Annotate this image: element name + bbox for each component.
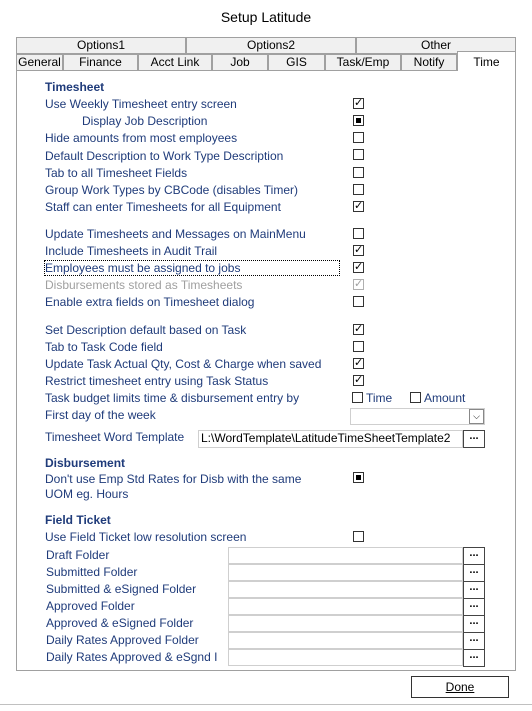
default-description-label: Default Description to Work Type Description — [45, 149, 284, 163]
word-template-input[interactable]: L:\WordTemplate\LatitudeTimeSheetTemplate2 — [198, 430, 463, 448]
approved-folder-browse-button[interactable]: ... — [463, 598, 485, 616]
tab-row-bottom — [16, 54, 516, 72]
approved-folder-label: Approved Folder — [46, 599, 135, 613]
tab-row-top — [16, 37, 516, 55]
group-work-types-checkbox[interactable] — [353, 184, 364, 195]
daily-rates-folder-label: Daily Rates Approved Folder — [46, 633, 199, 647]
disbursements-stored-label: Disbursements stored as Timesheets — [45, 278, 243, 292]
field-ticket-heading: Field Ticket — [45, 513, 111, 527]
tab-other[interactable]: Other — [356, 37, 516, 54]
disbursements-stored-checkbox[interactable] — [353, 279, 364, 290]
update-messages-checkbox[interactable] — [353, 228, 364, 239]
employees-assigned-checkbox[interactable] — [353, 262, 364, 273]
budget-amount-checkbox[interactable] — [410, 392, 421, 403]
tab-time[interactable]: Time — [457, 51, 516, 71]
daily-rates-esigned-folder-browse-button[interactable]: ... — [463, 649, 485, 667]
submitted-esigned-folder-input[interactable] — [228, 581, 463, 598]
update-task-actual-label: Update Task Actual Qty, Cost & Charge when saved — [45, 357, 322, 371]
set-description-task-checkbox[interactable] — [353, 324, 364, 335]
daily-rates-folder-input[interactable] — [228, 632, 463, 649]
tab-task-code-checkbox[interactable] — [353, 341, 364, 352]
extra-fields-checkbox[interactable] — [353, 296, 364, 307]
set-description-task-label: Set Description default based on Task — [45, 323, 247, 337]
submitted-esigned-folder-label: Submitted & eSigned Folder — [46, 582, 197, 596]
group-work-types-label: Group Work Types by CBCode (disables Timer) — [45, 183, 298, 197]
budget-amount-label: Amount — [424, 391, 466, 405]
bottom-divider — [0, 704, 532, 705]
employees-assigned-label: Employees must be assigned to jobs — [45, 261, 339, 275]
hide-amounts-checkbox[interactable] — [353, 132, 364, 143]
timesheet-heading: Timesheet — [45, 80, 105, 94]
approved-esigned-folder-browse-button[interactable]: ... — [463, 615, 485, 633]
submitted-folder-label: Submitted Folder — [46, 565, 138, 579]
chevron-down-icon[interactable]: ⌵ — [469, 409, 484, 424]
done-button[interactable] — [411, 676, 509, 698]
tab-general[interactable]: General — [16, 54, 63, 71]
word-template-label: Timesheet Word Template — [45, 430, 185, 444]
display-job-label: Display Job Description — [82, 114, 208, 128]
restrict-status-checkbox[interactable] — [353, 375, 364, 386]
extra-fields-label: Enable extra fields on Timesheet dialog — [45, 295, 255, 309]
daily-rates-folder-browse-button[interactable]: ... — [463, 632, 485, 650]
emp-std-rates-label-line2: UOM eg. Hours — [45, 487, 129, 501]
submitted-folder-browse-button[interactable]: ... — [463, 564, 485, 582]
tab-finance[interactable]: Finance — [63, 54, 138, 71]
emp-std-rates-label-line1: Don't use Emp Std Rates for Disb with the same — [45, 472, 302, 486]
hide-amounts-label: Hide amounts from most employees — [45, 131, 238, 145]
display-job-checkbox[interactable] — [353, 115, 364, 126]
submitted-folder-input[interactable] — [228, 564, 463, 581]
done-button-label: Done — [445, 680, 475, 694]
tab-acct-link[interactable]: Acct Link — [138, 54, 212, 71]
budget-time-checkbox[interactable] — [352, 392, 363, 403]
tab-job[interactable]: Job — [212, 54, 268, 71]
task-budget-label: Task budget limits time & disbursement entry by — [45, 391, 300, 405]
approved-folder-input[interactable] — [228, 598, 463, 615]
word-template-browse-button[interactable]: ... — [463, 430, 485, 448]
include-audit-checkbox[interactable] — [353, 245, 364, 256]
tab-gis[interactable]: GIS — [268, 54, 325, 71]
staff-equipment-label: Staff can enter Timesheets for all Equipment — [45, 200, 281, 214]
include-audit-label: Include Timesheets in Audit Trail — [45, 244, 218, 258]
submitted-esigned-folder-browse-button[interactable]: ... — [463, 581, 485, 599]
low-res-checkbox[interactable] — [353, 531, 364, 542]
window-title: Setup Latitude — [220, 9, 312, 25]
approved-esigned-folder-label: Approved & eSigned Folder — [46, 616, 194, 630]
draft-folder-label: Draft Folder — [46, 548, 110, 562]
approved-esigned-folder-input[interactable] — [228, 615, 463, 632]
draft-folder-browse-button[interactable]: ... — [463, 547, 485, 565]
tab-task-emp[interactable]: Task/Emp — [325, 54, 401, 71]
daily-rates-esigned-folder-input[interactable] — [228, 649, 463, 666]
emp-std-rates-checkbox[interactable] — [353, 472, 364, 483]
tab-all-fields-checkbox[interactable] — [353, 167, 364, 178]
first-day-label: First day of the week — [45, 408, 156, 422]
default-description-checkbox[interactable] — [353, 149, 364, 160]
disbursement-heading: Disbursement — [45, 456, 126, 470]
tab-task-code-label: Tab to Task Code field — [45, 340, 163, 354]
tab-options1[interactable]: Options1 — [16, 37, 186, 54]
draft-folder-input[interactable] — [228, 547, 463, 564]
tab-options2[interactable]: Options2 — [186, 37, 356, 54]
low-res-label: Use Field Ticket low resolution screen — [45, 530, 247, 544]
staff-equipment-checkbox[interactable] — [353, 201, 364, 212]
first-day-select[interactable] — [350, 408, 485, 425]
daily-rates-esigned-folder-label: Daily Rates Approved & eSgnd I — [46, 650, 218, 664]
weekly-timesheet-checkbox[interactable] — [353, 98, 364, 109]
update-task-actual-checkbox[interactable] — [353, 358, 364, 369]
tab-all-fields-label: Tab to all Timesheet Fields — [45, 166, 188, 180]
weekly-timesheet-label: Use Weekly Timesheet entry screen — [45, 97, 237, 111]
budget-time-label: Time — [366, 391, 393, 405]
update-messages-label: Update Timesheets and Messages on MainMenu — [45, 227, 306, 241]
tab-notify[interactable]: Notify — [401, 54, 457, 71]
restrict-status-label: Restrict timesheet entry using Task Status — [45, 374, 269, 388]
